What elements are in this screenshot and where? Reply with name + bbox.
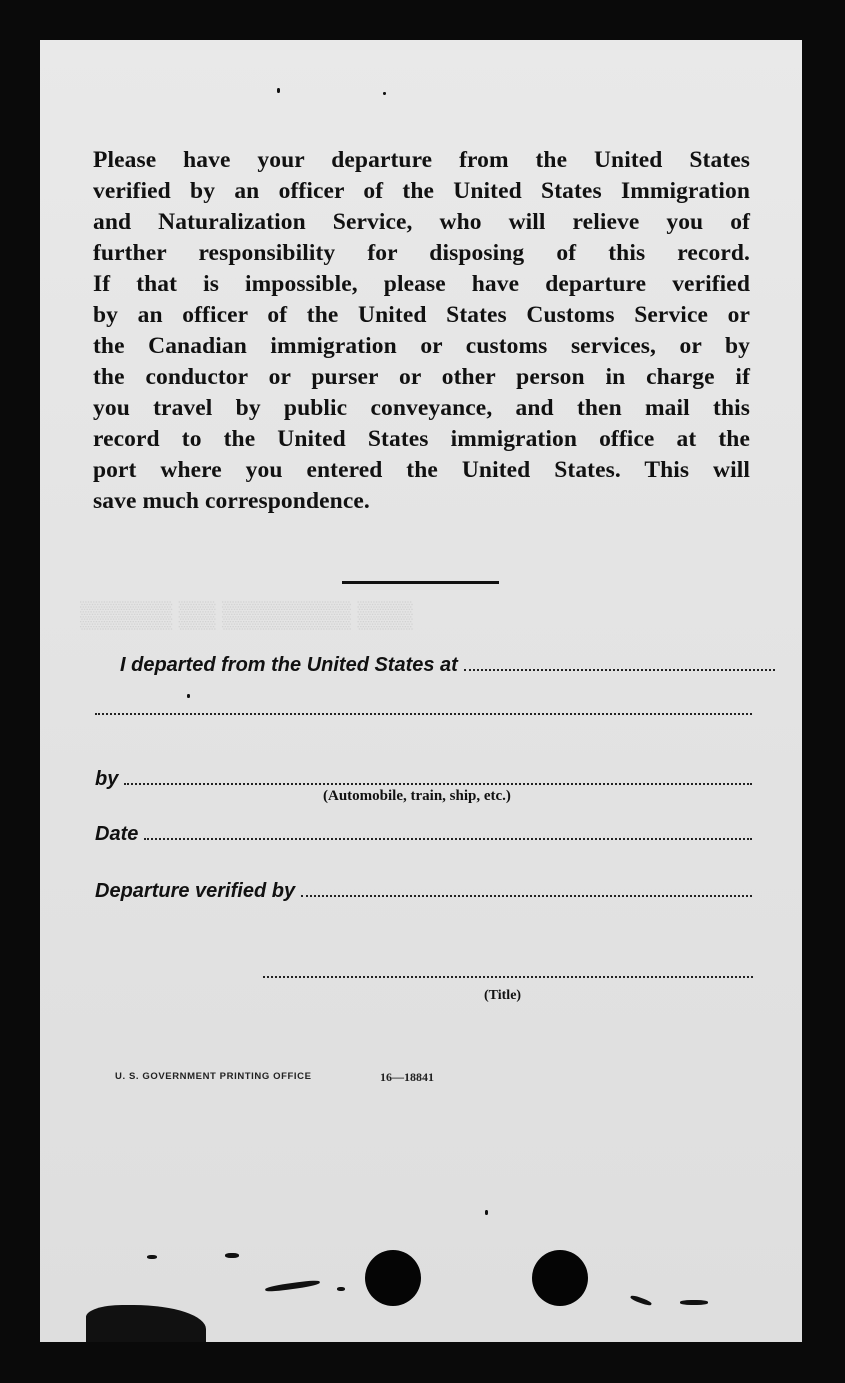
ink-mark <box>147 1255 157 1259</box>
departed-from-field[interactable] <box>120 654 775 677</box>
conveyance-blank[interactable] <box>124 782 752 785</box>
ink-mark <box>225 1253 239 1258</box>
instruction-line: Please have your departure from the United States <box>93 147 750 173</box>
instruction-line: you travel by public conveyance, and then mail this <box>93 395 750 421</box>
ink-mark <box>630 1294 652 1306</box>
ink-mark <box>265 1279 320 1293</box>
ink-mark <box>337 1287 345 1291</box>
title-caption: (Title) <box>484 988 522 1003</box>
ink-mark <box>485 1210 488 1215</box>
instruction-line: the conductor or purser or other person in charge if <box>93 364 750 390</box>
verified-by-field[interactable] <box>95 880 752 903</box>
torn-edge-mark <box>86 1305 206 1342</box>
punch-hole-left <box>365 1250 421 1306</box>
record-card <box>40 40 802 1342</box>
departed-from-continuation[interactable] <box>95 712 752 715</box>
departed-from-label: I departed from the United States at <box>120 654 458 676</box>
by-label: by <box>95 768 119 790</box>
instruction-line: by an officer of the United States Customs Service or <box>93 302 750 328</box>
title-field[interactable] <box>263 975 753 978</box>
continuation-blank[interactable] <box>95 712 752 715</box>
instruction-line: the Canadian immigration or customs services, or by <box>93 333 750 359</box>
departure-instructions <box>93 145 750 517</box>
ink-mark <box>383 92 386 95</box>
instruction-line: record to the United States immigration office at the <box>93 426 750 452</box>
instruction-line: further responsibility for disposing of this record. <box>93 240 750 266</box>
date-blank[interactable] <box>144 837 752 840</box>
instruction-line: verified by an officer of the United States Immigration <box>93 178 750 204</box>
conveyance-caption: (Automobile, train, ship, etc.) <box>323 788 511 804</box>
title-blank[interactable] <box>263 975 753 978</box>
punch-hole-right <box>532 1250 588 1306</box>
form-number: 16—18841 <box>380 1070 434 1084</box>
departed-from-blank[interactable] <box>464 668 775 671</box>
verified-by-label: Departure verified by <box>95 880 296 902</box>
instruction-line: save much correspondence. <box>93 488 370 514</box>
ink-mark <box>680 1300 708 1305</box>
section-divider <box>342 581 499 584</box>
printer-imprint: U. S. GOVERNMENT PRINTING OFFICE <box>115 1071 312 1082</box>
reverse-side-bleed-through: ▒▒▒ ▒▒▒▒▒▒▒ ▒▒ ▒▒▒▒▒ <box>80 600 413 629</box>
ink-mark <box>187 694 190 698</box>
verified-by-blank[interactable] <box>301 894 752 897</box>
ink-mark <box>277 88 280 93</box>
instruction-line: and Naturalization Service, who will relieve you of <box>93 209 750 235</box>
date-label: Date <box>95 823 139 845</box>
date-field[interactable] <box>95 823 752 846</box>
instruction-line: If that is impossible, please have departure verified <box>93 271 750 297</box>
instruction-line: port where you entered the United States. This will <box>93 457 750 483</box>
